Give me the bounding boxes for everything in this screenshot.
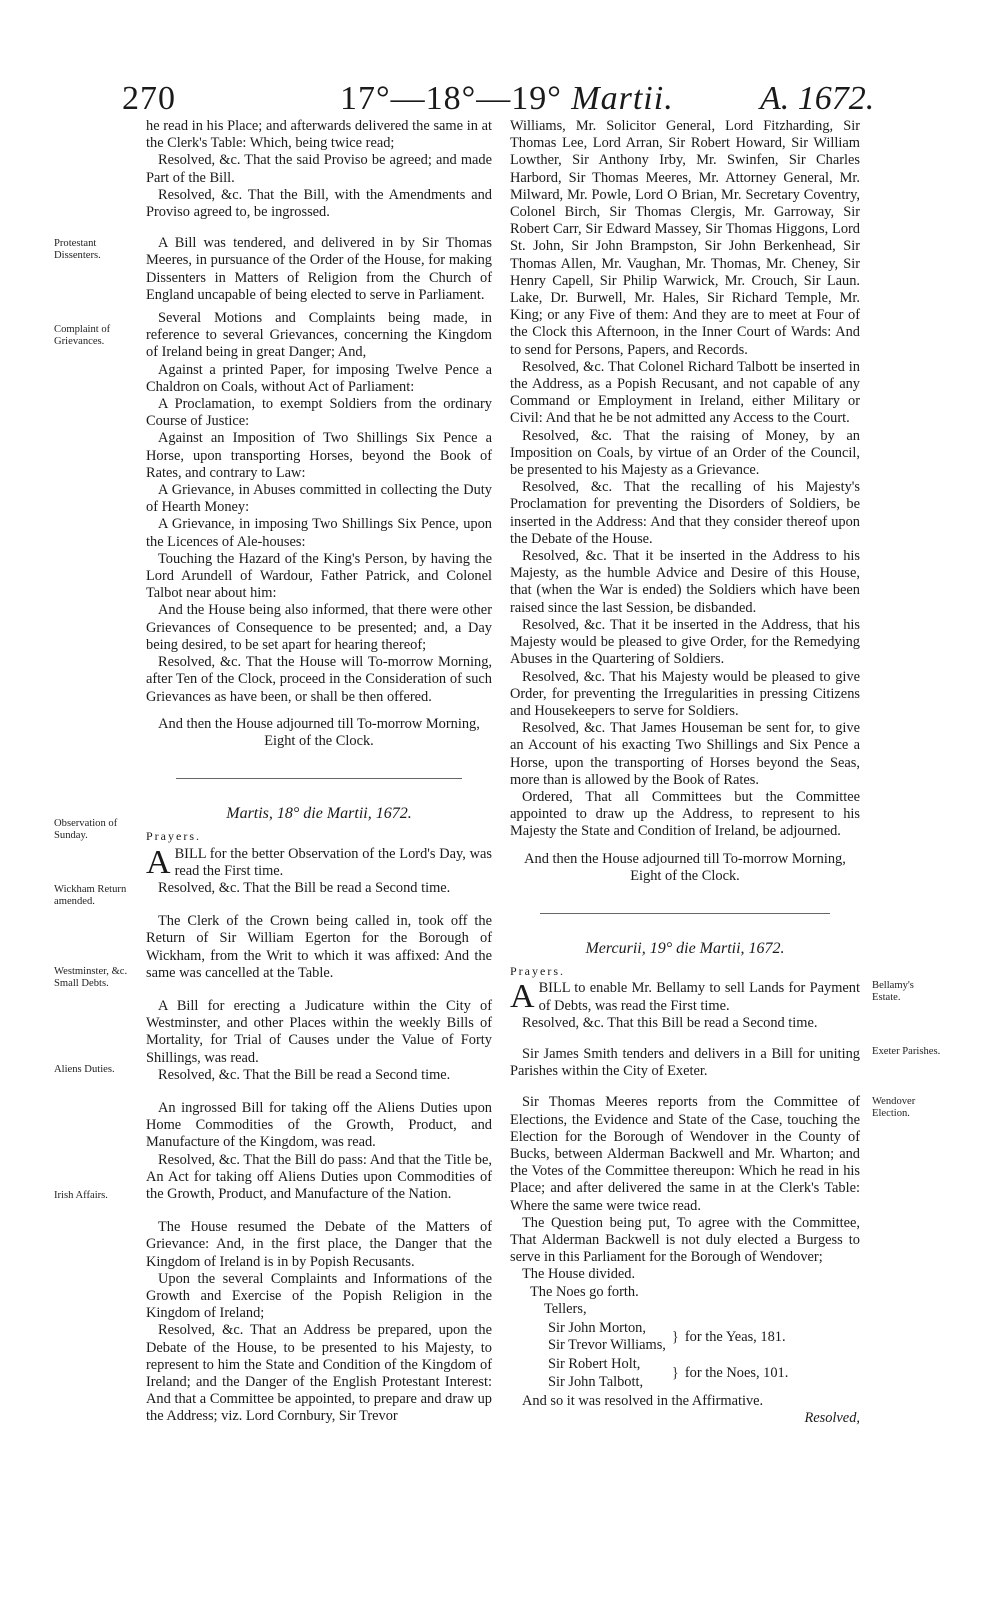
brace-icon: } xyxy=(671,1328,679,1345)
prayers-label: Prayers. xyxy=(146,829,201,844)
day-heading-18: Martis, 18° die Martii, 1672. xyxy=(226,805,412,823)
paragraph: Resolved, &c. That it be inserted in the Address to his Majesty, as the humble Advice and Desire of this House, that (when the War is ended) the Soldiers which have been raised since the last Session, be disbanded. xyxy=(510,548,860,616)
paragraph: And the House being also informed, that there were other Grievances of Consequence to be presented; and, a Day being desired, to be set apart for hearing thereof; xyxy=(146,602,492,653)
margin-note-aliens: Aliens Duties. xyxy=(54,1064,115,1075)
paragraph: Resolved, &c. That Colonel Richard Talbott be inserted in the Address, as a Popish Recusant, and not capable of any Command or Employment in Ireland, either Military or Civil: And that he be not admitted any Access to the Court. xyxy=(510,358,860,427)
paragraph: Against an Imposition of Two Shillings Six Pence a Horse, upon transporting Horses, beyond the Book of Rates, and contrary to Law: xyxy=(146,430,492,481)
paragraph: Resolved, &c. That his Majesty would be pleased to give Order, for preventing the Irregularities in pressing Citizens and Housekeepers to serve for Soldiers. xyxy=(510,668,860,719)
teller-name: Sir John Morton, xyxy=(548,1320,646,1336)
margin-note-complaint: Complaint of Grievances. xyxy=(54,324,111,347)
teller-name: Sir John Talbott, xyxy=(548,1373,644,1390)
paragraph: Resolved, &c. That the House will To-morrow Morning, after Ten of the Clock, proceed in the Consideration of such Grievances as have been, or shall be then offered. xyxy=(146,654,492,705)
paragraph: Sir James Smith tenders and delivers in a Bill for uniting Parishes within the City of Exeter. xyxy=(510,1045,860,1080)
prayers-label: Prayers. xyxy=(510,964,565,979)
section-divider xyxy=(540,913,830,914)
noes-count: for the Noes, 101. xyxy=(684,1365,789,1381)
page-number: 270 xyxy=(122,80,176,117)
paragraph: Several Motions and Complaints being made, in reference to several Grievances, concerning the Kingdom of Ireland being in great Danger; And, xyxy=(146,310,492,361)
paragraph: The House divided. xyxy=(522,1266,636,1283)
paragraph: A Proclamation, to exempt Soldiers from the ordinary Course of Justice: xyxy=(146,396,492,430)
paragraph: Ordered, That all Committees but the Committee appointed to draw up the Address, to represent to his Majesty the State and Condition of Ireland, be adjourned. xyxy=(510,788,860,840)
paragraph: he read in his Place; and afterwards delivered the same in at the Clerk's Table: Which, being twice read; xyxy=(146,118,492,152)
paragraph: A Grievance, in imposing Two Shillings Six Pence, upon the Licences of Ale-houses: xyxy=(146,516,492,550)
tellers-noes-row xyxy=(548,1356,792,1390)
paragraph: Resolved, &c. That the Bill do pass: And that the Title be, An Act for taking off Aliens Duties upon Commodities of the Growth, Product, and Manufacture of the Nation. xyxy=(146,1151,492,1202)
paragraph: The Question being put, To agree with the Committee, That Alderman Backwell is not duly elected a Burgess to serve in this Parliament for the Borough of Wendover; xyxy=(510,1214,860,1266)
catchword: Resolved, xyxy=(804,1410,860,1427)
margin-note-wickham: Wickham Return amended. xyxy=(54,884,127,907)
right-column xyxy=(510,118,860,1427)
header-date-days: 17°—18°—19° xyxy=(340,80,562,117)
paragraph: Resolved, &c. That the Bill be read a Second time. xyxy=(158,879,451,896)
paragraph: Sir Thomas Meeres reports from the Committee of Elections, the Evidence and State of the Case, touching the Election for the Borough of Wendover in the County of Bucks, between Alderman Backwell and Mr. Wharton; and the Votes of the Committee thereupon: Which he read in his Place; and after delivered the same in at the Clerk's Table: Where the same were twice read. xyxy=(510,1094,860,1214)
tellers-yeas-row xyxy=(548,1320,792,1354)
drop-cap: A xyxy=(510,978,535,1016)
paragraph: The House resumed the Debate of the Matters of Grievance: And, in the first place, the Danger that the Kingdom of Ireland is in by Popish Recusants. xyxy=(146,1219,492,1270)
header-year: A. 1672. xyxy=(760,80,875,117)
paragraph: Resolved, &c. That it be inserted in the Address, that his Majesty would be pleased to give Order, for the Remedying Abuses in the Quartering of Soldiers. xyxy=(510,616,860,668)
tellers-yeas-names xyxy=(548,1320,670,1354)
paragraph: Upon the several Complaints and Informations of the Growth and Exercise of the Popish Religion in the Kingdom of Ireland; xyxy=(146,1270,492,1322)
margin-note-wendover: Wendover Election. xyxy=(872,1096,916,1119)
paragraph: Against a printed Paper, for imposing Twelve Pence a Chaldron on Coals, without Act of Parliament: xyxy=(146,361,492,395)
adjournment-note: And then the House adjourned till To-morrow Morning, Eight of the Clock. xyxy=(158,715,480,749)
paragraph: Resolved, &c. That the raising of Money, by an Imposition on Coals, by virtue of an Order of the Council, be presented to his Majesty as a Grievance. xyxy=(510,427,860,479)
paragraph: And so it was resolved in the Affirmative. xyxy=(522,1392,764,1409)
paragraph: Resolved, &c. That James Houseman be sent for, to give an Account of his exacting Two Shillings and Six Pence a Horse, upon the transporting of Horses beyond the Seas, more than is allowed by the Book of Rates. xyxy=(510,720,860,788)
paragraph: Williams, Mr. Solicitor General, Lord Fitzharding, Sir Thomas Lee, Lord Arran, Sir Robert Howard, Sir William Lowther, Sir Anthony Irby, Mr. Swinfen, Sir Charles Harbord, Sir Thomas Meeres, Mr. Attorney General, Mr. Milward, Mr. Powle, Lord O Brian, Mr. Secretary Coventry, Colonel Birch, Sir Thomas Clergis, Mr. Garroway, Sir Robert Carr, Sir Edward Massey, Sir Thomas Higgons, Lord St. John, Sir John Brampston, Sir John Berkenhead, Sir Thomas Allen, Mr. Vaughan, Mr. Thomas, Mr. Cheney, Sir Henry Capell, Sir Philip Warwick, Mr. Crouch, Sir Laun. Lake, Dr. Burwell, Mr. Hales, Sir Richard Temple, Mr. King; or any Five of them: And they are to meet at Four of the Clock this Afternoon, in the Inner Court of Wards: And to send for Persons, Papers, and Records. xyxy=(510,118,860,358)
margin-note-protestant: Protestant Dissenters. xyxy=(54,238,101,261)
paragraph: A Bill was tendered, and delivered in by Sir Thomas Meeres, in pursuance of the Order of the House, for making Dissenters in Matters of Religion from the Church of England uncapable of being elected to serve in Parliament. xyxy=(146,235,492,303)
paragraph-text: BILL to enable Mr. Bellamy to sell Lands for Payment of Debts, was read the First time. xyxy=(538,980,860,1014)
paragraph: An ingrossed Bill for taking off the Aliens Duties upon Home Commodities of the Growth, Product, and Manufacture of the Kingdom, was read. xyxy=(146,1099,492,1151)
margin-note-bellamy: Bellamy's Estate. xyxy=(872,980,914,1003)
paragraph: A Bill for erecting a Judicature within the City of Westminster, and other Places within the weekly Bills of Mortality, for Trial of Causes under the Value of Forty Shillings, was read. xyxy=(146,997,492,1066)
paragraph xyxy=(146,843,492,881)
paragraph: The Clerk of the Crown being called in, took off the Return of Sir William Egerton for the Borough of Wickham, from the Writ to which it was affixed: And the same was cancelled at the Table. xyxy=(146,913,492,981)
margin-note-observation: Observation of Sunday. xyxy=(54,818,118,841)
paragraph: Resolved, &c. That the recalling of his Majesty's Proclamation for preventing the Disorders of Soldiers, be inserted in the Address: And that they consider thereof upon the Debate of the House. xyxy=(510,479,860,547)
left-column xyxy=(146,118,492,1426)
tellers-noes-names xyxy=(548,1356,670,1390)
paragraph: A Grievance, in Abuses committed in collecting the Duty of Hearth Money: xyxy=(146,482,492,516)
teller-name: Sir Robert Holt, xyxy=(548,1356,641,1373)
paragraph: Resolved, &c. That the said Proviso be agreed; and made Part of the Bill. xyxy=(146,152,492,186)
adjournment-note: And then the House adjourned till To-morrow Morning, Eight of the Clock. xyxy=(524,850,846,884)
teller-name: Sir Trevor Williams, xyxy=(548,1337,666,1354)
section-divider xyxy=(176,778,462,779)
paragraph xyxy=(510,980,860,1014)
day-heading-19: Mercurii, 19° die Martii, 1672. xyxy=(585,939,785,957)
paragraph-text: BILL for the better Observation of the Lord's Day, was read the First time. xyxy=(174,845,492,879)
paragraph: Resolved, &c. That the Bill, with the Amendments and Proviso agreed to, be ingrossed. xyxy=(146,186,492,221)
paragraph: The Noes go forth. xyxy=(530,1283,639,1300)
paragraph: Resolved, &c. That an Address be prepared, upon the Debate of the House, to be presented to his Majesty, to represent to him the State and Condition of the Kingdom of Ireland; and the Danger of the English Protestant Interest: And that a Committee be appointed, to prepare and draw up the Address; viz. Lord Cornbury, Sir Trevor xyxy=(146,1322,492,1425)
header-date-month: Martii. xyxy=(571,80,674,117)
paragraph: Resolved, &c. That this Bill be read a Second time. xyxy=(522,1014,818,1031)
tellers-table xyxy=(510,1318,794,1393)
paragraph: Touching the Hazard of the King's Person, by having the Lord Arundell of Wardour, Father Patrick, and Colonel Talbot near about him: xyxy=(146,550,492,602)
margin-note-irish: Irish Affairs. xyxy=(54,1190,108,1201)
brace-icon: } xyxy=(671,1365,679,1381)
tellers-label: Tellers, xyxy=(544,1300,587,1317)
header-date xyxy=(340,80,674,118)
margin-note-exeter: Exeter Parishes. xyxy=(872,1046,941,1057)
margin-note-westminster: Westminster, &c. Small Debts. xyxy=(54,966,128,989)
paragraph: Resolved, &c. That the Bill be read a Second time. xyxy=(158,1066,451,1083)
yeas-count: for the Yeas, 181. xyxy=(684,1328,786,1345)
drop-cap: A xyxy=(146,843,171,881)
